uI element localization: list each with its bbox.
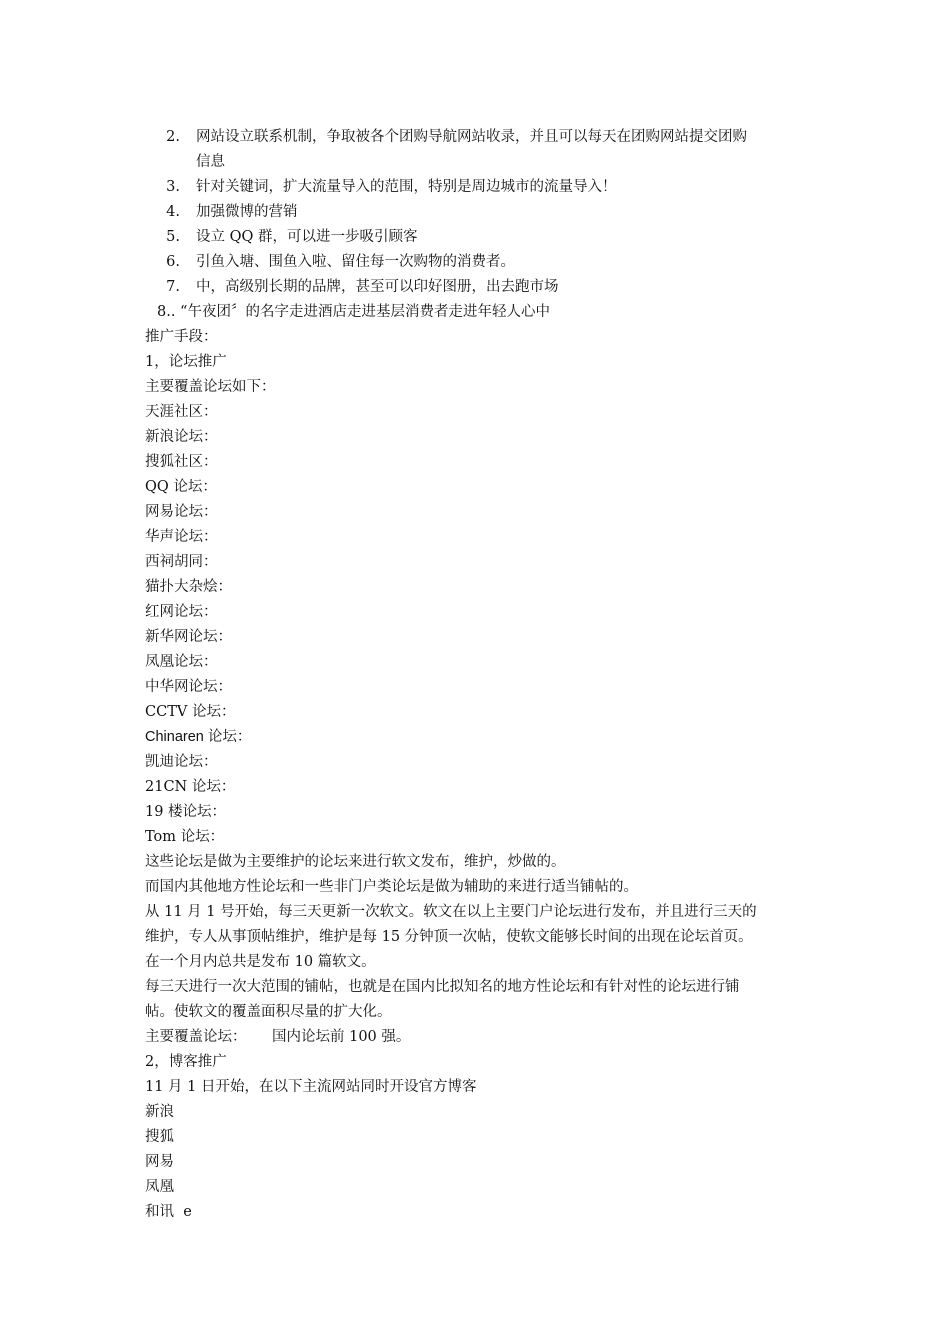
forum-item: 红网论坛：	[145, 604, 218, 620]
forum-item: 华声论坛：	[145, 529, 218, 545]
forum-paragraph: 这些论坛是做为主要维护的论坛来进行软文发布，维护，炒做的。	[145, 854, 566, 870]
list-item	[0, 175, 950, 200]
list-text: 网站设立联系机制，争取被各个团购导航网站收录，并且可以每天在团购网站提交团购	[196, 129, 747, 145]
forum-item: QQ 论坛：	[145, 479, 217, 495]
list-text-continuation: 信息	[196, 154, 225, 170]
forum-paragraph-line: 帖。使软文的覆盖面积尽量的扩大化。	[145, 1004, 392, 1020]
blog-item: 搜狐	[145, 1129, 174, 1145]
forum-item: 凯迪论坛：	[145, 754, 218, 770]
list-text: 设立 QQ 群，可以进一步吸引顾客	[196, 229, 418, 245]
list-number: 5.	[166, 229, 180, 245]
forum-item: 凤凰论坛：	[145, 654, 218, 670]
list-number: 7.	[166, 279, 180, 295]
forum-item: 西祠胡同：	[145, 554, 218, 570]
list-item	[0, 275, 950, 300]
list-item	[0, 250, 950, 275]
list-item	[0, 125, 950, 150]
forum-item: 中华网论坛：	[145, 679, 232, 695]
coverage-value: 国内论坛前 100 强。	[272, 1029, 411, 1045]
forum-paragraph-line: 维护，专人从事顶帖维护，维护是每 15 分钟顶一次帖，使软文能够长时间的出现在论坛首页。	[145, 929, 753, 945]
forum-item: 天涯社区：	[145, 404, 218, 420]
forum-item: 猫扑大杂烩：	[145, 579, 232, 595]
forum-paragraph-line: 每三天进行一次大范围的铺帖，也就是在国内比拟知名的地方性论坛和有针对性的论坛进行铺	[145, 979, 740, 995]
forum-item: 21CN 论坛：	[145, 779, 236, 795]
list-number: 4.	[166, 204, 180, 220]
forum-item: 19 楼论坛：	[145, 804, 227, 820]
list-text: 加强微博的营销	[196, 204, 298, 220]
forum-item: Chinaren 论坛：	[145, 729, 252, 745]
forum-item: Tom 论坛：	[145, 829, 225, 845]
list-item	[0, 200, 950, 225]
forum-intro: 主要覆盖论坛如下：	[145, 379, 276, 395]
forum-paragraph: 而国内其他地方性论坛和一些非门户类论坛是做为辅助的来进行适当铺帖的。	[145, 879, 638, 895]
forum-item: 新华网论坛：	[145, 629, 232, 645]
forum-paragraph-line: 在一个月内总共是发布 10 篇软文。	[145, 954, 376, 970]
forum-item: 网易论坛：	[145, 504, 218, 520]
forum-item: 新浪论坛：	[145, 429, 218, 445]
list-number: 3.	[166, 179, 180, 195]
list-item	[0, 225, 950, 250]
list-text: 中，高级别长期的品牌，甚至可以印好图册，出去跑市场	[196, 279, 559, 295]
forum-paragraph-line: 从 11 月 1 号开始，每三天更新一次软文。软文在以上主要门户论坛进行发布，并且进行三天的	[145, 904, 757, 920]
blog-item: 网易	[145, 1154, 174, 1170]
forum-heading: 1，论坛推广	[145, 354, 227, 370]
list-number: 2.	[166, 129, 180, 145]
forum-item: CCTV 论坛：	[145, 704, 236, 720]
coverage-label: 主要覆盖论坛：	[145, 1029, 247, 1045]
list-text: 针对关键词，扩大流量导入的范围，特别是周边城市的流量导入！	[196, 179, 617, 195]
blog-item: 新浪	[145, 1104, 174, 1120]
blog-item: 和讯 e	[145, 1204, 192, 1220]
blog-item: 凤凰	[145, 1179, 174, 1195]
list-number: 6.	[166, 254, 180, 270]
forum-item: 搜狐社区：	[145, 454, 218, 470]
list-item-8: 8.. “午夜团〞的名字走进酒店走进基层消费者走进年轻人心中	[157, 304, 550, 320]
list-text: 引鱼入塘、围鱼入啦、留住每一次购物的消费者。	[196, 254, 515, 270]
section-title: 推广手段：	[145, 329, 218, 345]
blog-intro: 11 月 1 日开始，在以下主流网站同时开设官方博客	[145, 1079, 477, 1095]
blog-heading: 2，博客推广	[145, 1054, 227, 1070]
